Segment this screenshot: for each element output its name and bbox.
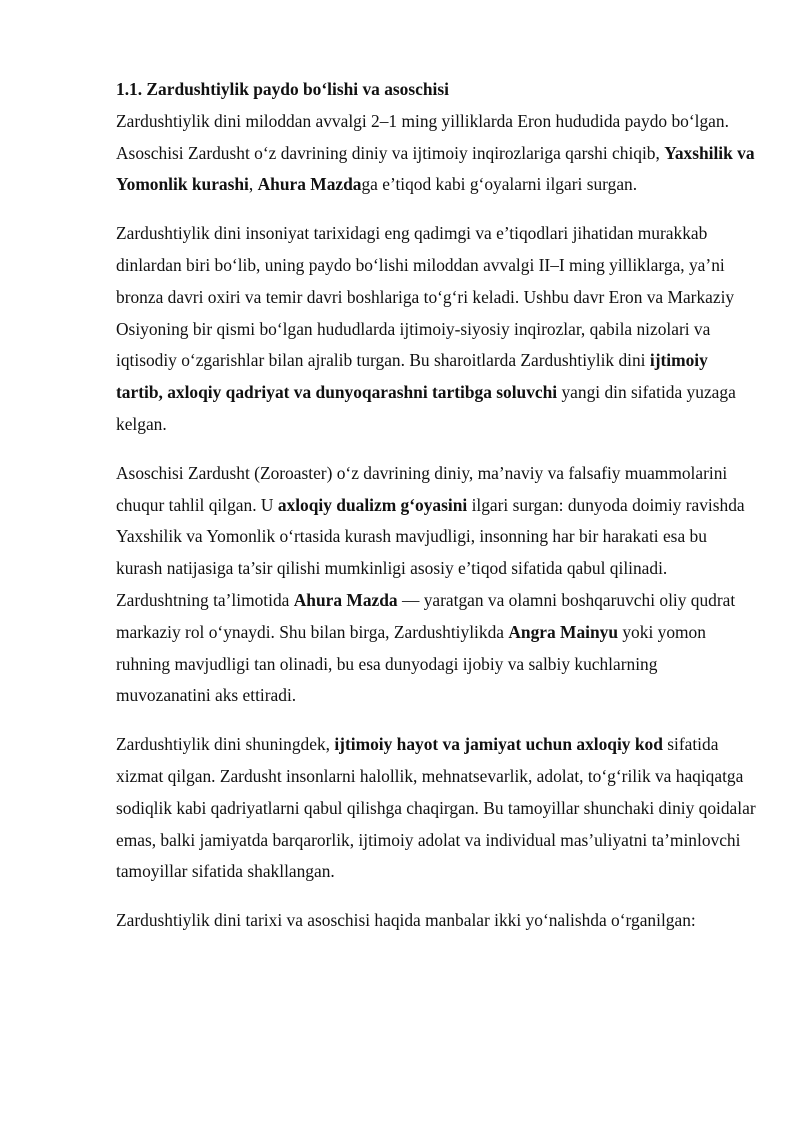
p4-bold-1: ijtimoiy hayot va jamiyat uchun axloqiy kod [334, 734, 663, 755]
paragraph-2 [116, 218, 756, 441]
p3-bold-2: Ahura Mazda [293, 589, 398, 610]
p1-text-2: , [248, 174, 258, 195]
paragraph-4 [116, 729, 756, 888]
p2-text-1: Zardushtiylik dini insoniyat tarixidagi eng qadimgi va e’tiqodlari jihatidan murakkab dinlardan biri bo‘lib, uning paydo bo‘lishi miloddan avvalgi II–I ming yilliklarga, ya’ni bronza davri oxiri va temir davri boshlariga to‘g‘ri keladi. Ushbu davr Eron va Markaziy Osiyoning bir qismi bo‘lgan hududlarda ijtimoiy-siyosiy inqirozlar, qabila nizolari va iqtisodiy o‘zgarishlar bilan ajralib turgan. Bu sharoitlarda Zardushtiylik dini [116, 223, 735, 371]
p2-bold-1: ijtimoiy tartib, axloqiy qadriyat va dunyoqarashni tartibga soluvchi [116, 350, 708, 403]
document-page [116, 74, 756, 954]
paragraph-1 [116, 106, 756, 201]
p1-bold-2: Ahura Mazda [257, 174, 362, 195]
p4-text-2: sifatida xizmat qilgan. Zardusht insonlarni halollik, mehnatsevarlik, adolat, to‘g‘rilik va haqiqatga sodiqlik kabi qadriyatlarni qabul qilishga chaqirgan. Bu tamoyillar shunchaki diniy qoidalar emas, balki jamiyatda barqarorlik, ijtimoiy adolat va individual mas’uliyatni ta’minlovchi tamoyillar sifatida shakllangan. [116, 734, 756, 882]
p1-text-3: ga e’tiqod kabi g‘oyalarni ilgari surgan. [361, 174, 638, 195]
p3-bold-1: axloqiy dualizm g‘oyasini [277, 494, 468, 515]
p3-text-3: — yaratgan va olamni boshqaruvchi oliy qudrat markaziy rol o‘ynaydi. Shu bilan birga, Zardushtiylikda [116, 589, 736, 642]
p3-text-1: Asoschisi Zardusht (Zoroaster) o‘z davrining diniy, ma’naviy va falsafiy muammolarini chuqur tahlil qilgan. U [116, 462, 728, 515]
p1-text-1: Zardushtiylik dini miloddan avvalgi 2–1 ming yilliklarda Eron hududida paydo bo‘lgan. Asoschisi Zardusht o‘z davrining diniy va ijtimoiy inqirozlariga qarshi chiqib, [116, 110, 729, 163]
paragraph-5 [116, 905, 756, 937]
p1-bold-1: Yaxshilik va Yomonlik kurashi [116, 142, 755, 195]
paragraph-3 [116, 458, 756, 712]
p3-bold-3: Angra Mainyu [508, 621, 619, 642]
section-heading: 1.1. Zardushtiylik paydo bo‘lishi va asoschisi [116, 79, 449, 99]
p5-text-1: Zardushtiylik dini tarixi va asoschisi haqida manbalar ikki yo‘nalishda o‘rganilgan: [116, 910, 696, 931]
p4-text-1: Zardushtiylik dini shuningdek, [116, 734, 335, 755]
p3-text-2: ilgari surgan: dunyoda doimiy ravishda Yaxshilik va Yomonlik o‘rtasida kurash mavjudligi, insonning har bir harakati esa bu kurash natijasiga ta’sir qilishi mumkinligi asosiy e’tiqod sifatida qabul qilinadi. Zardushtning ta’limotida [116, 494, 745, 610]
p3-text-4: yoki yomon ruhning mavjudligi tan olinadi, bu esa dunyodagi ijobiy va salbiy kuchlarning muvozanatini aks ettiradi. [116, 621, 706, 706]
p2-text-2: yangi din sifatida yuzaga kelgan. [116, 382, 736, 434]
